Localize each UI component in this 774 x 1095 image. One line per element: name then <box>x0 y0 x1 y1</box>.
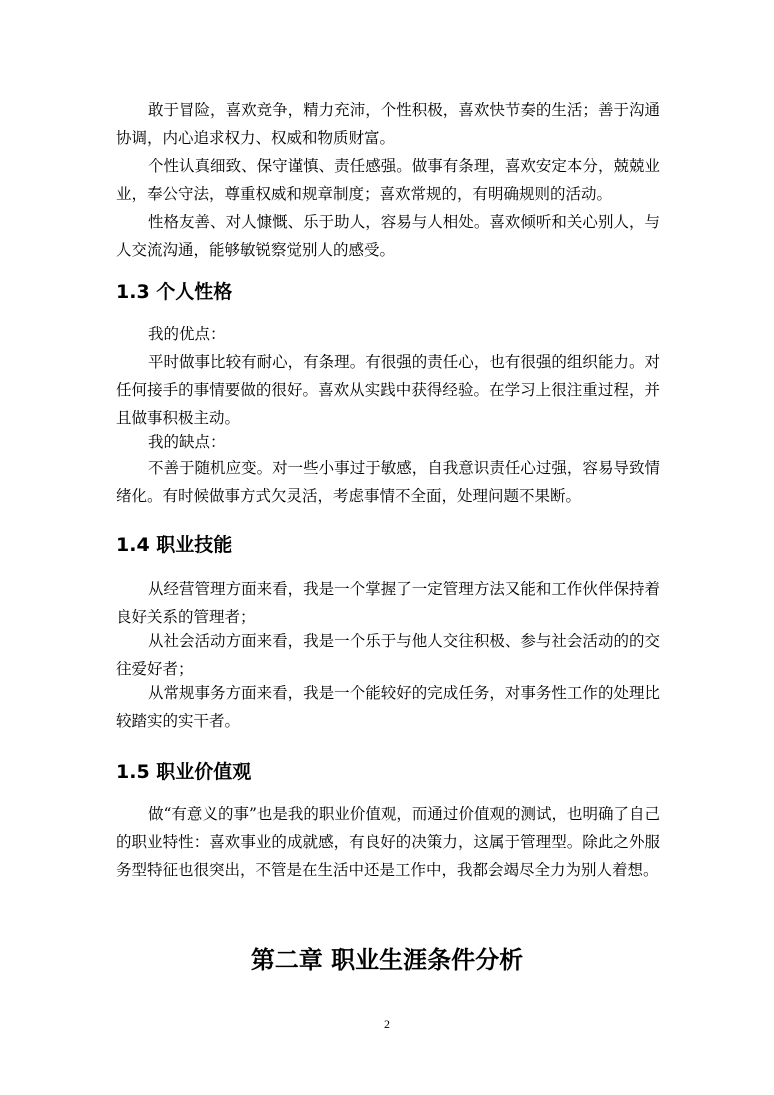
paragraph: 从社会活动方面来看，我是一个乐于与他人交往积极、参与社会活动的的交往爱好者； <box>116 632 660 678</box>
section-heading-1-3: 1.3 个人性格 <box>116 281 233 303</box>
paragraph: 从常规事务方面来看，我是一个能较好的完成任务，对事务性工作的处理比较踏实的实干者。 <box>116 684 660 730</box>
paragraph: 敢于冒险，喜欢竞争，精力充沛，个性积极，喜欢快节奏的生活；善于沟通协调，内心追求权力、权威和物质财富。 <box>116 101 660 147</box>
paragraph: 做“有意义的事”也是我的职业价值观，而通过价值观的测试，也明确了自己的职业特性：喜欢事业的成就感，有良好的决策力，这属于管理型。除此之外服务型特征也很突出，不管是在生活中还是工作中，我都会竭尽全力为别人着想。 <box>116 805 660 879</box>
section-heading-1-4: 1.4 职业技能 <box>116 534 233 556</box>
chapter-title: 第二章 职业生涯条件分析 <box>250 946 524 974</box>
paragraph: 我的优点： <box>148 325 226 343</box>
paragraph: 平时做事比较有耐心，有条理。有很强的责任心，也有很强的组织能力。对任何接手的事情要做的很好。喜欢从实践中获得经验。在学习上很注重过程，并且做事积极主动。 <box>116 353 660 427</box>
paragraph: 性格友善、对人慷慨、乐于助人，容易与人相处。喜欢倾听和关心别人，与人交流沟通，能够敏锐察觉别人的感受。 <box>116 213 660 259</box>
section-heading-1-5: 1.5 职业价值观 <box>116 761 252 783</box>
paragraph: 从经营管理方面来看，我是一个掌握了一定管理方法又能和工作伙伴保持着良好关系的管理者； <box>116 580 660 626</box>
paragraph: 不善于随机应变。对一些小事过于敏感，自我意识责任心过强，容易导致情绪化。有时候做事方式欠灵活，考虑事情不全面，处理问题不果断。 <box>116 459 660 505</box>
paragraph: 我的缺点： <box>148 433 226 451</box>
page-number: 2 <box>384 1017 390 1031</box>
paragraph: 个性认真细致、保守谨慎、责任感强。做事有条理，喜欢安定本分，兢兢业业，奉公守法，尊重权威和规章制度；喜欢常规的，有明确规则的活动。 <box>116 157 660 203</box>
